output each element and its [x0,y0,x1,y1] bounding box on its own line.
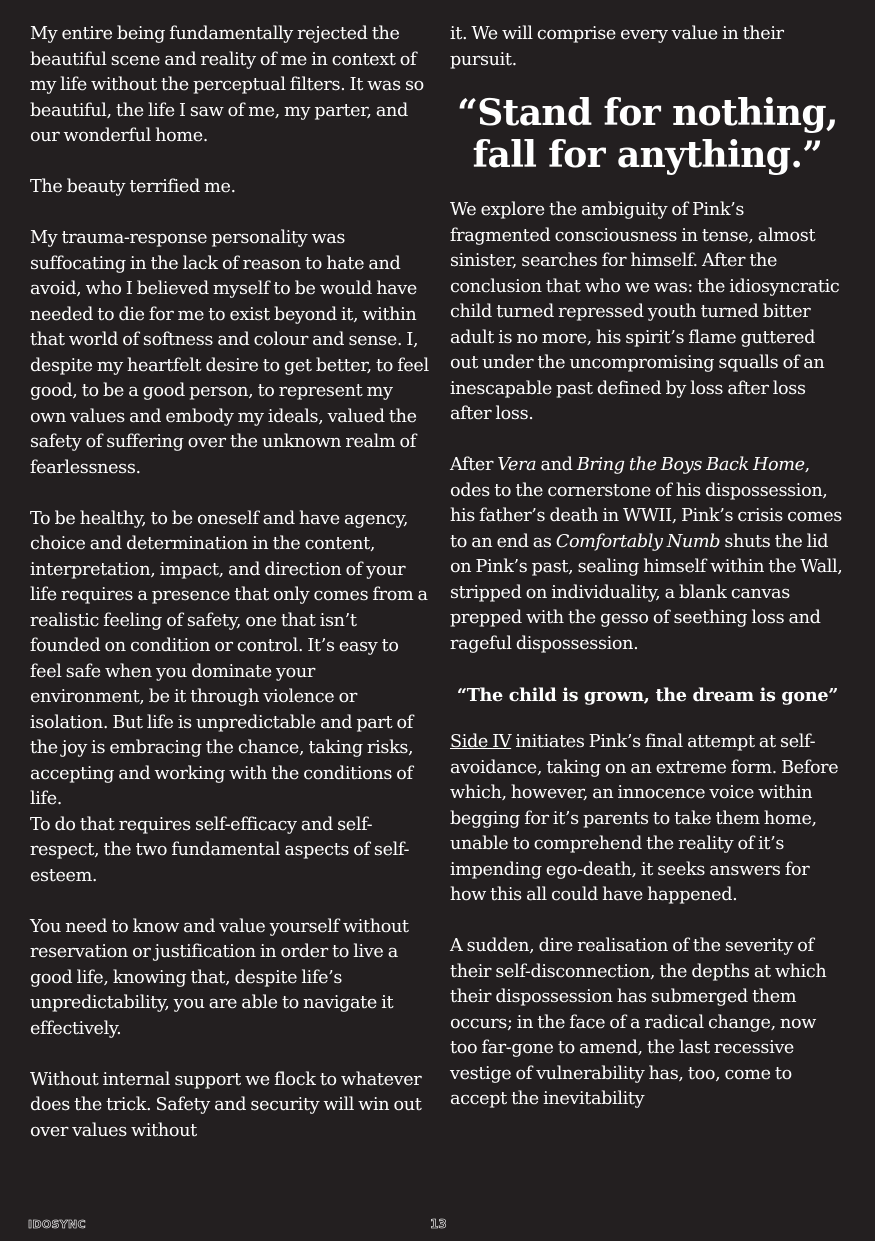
text-run: initiates Pink’s final attempt at self-avoidance, taking on an extreme form. Before which, however, an innocence voice within begging for it’s parents to take them home, unable to comprehend the reality of it’s impending ego-death, it seeks answers for how this all could have happened. [450,732,839,905]
body-paragraph: To be healthy, to be oneself and have agency, choice and determination in the content, interpretation, impact, and direction of your life requires a presence that only comes from a realistic feeling of safety, one that isn’t founded on condition or control. It’s easy to feel safe when you dominate your environment, be it through violence or isolation. But life is unpredictable and part of the joy is embracing the chance, taking risks, accepting and working with the conditions of life. [30,508,428,809]
text-run: After [450,455,498,475]
song-title-vera: Vera [497,455,537,475]
body-paragraph: My trauma-response personality was suffocating in the lack of reason to hate and avoid, who I believed myself to be would have needed to die for me to exist beyond it, within that world of softness and colour and sense. I, despite my heartfelt desire to get better, to feel good, to be a good person, to represent my own values and embody my ideals, valued the safety of suffering over the unknown realm of fearlessness. [30,228,429,478]
body-paragraph: We explore the ambiguity of Pink’s fragmented consciousness in tense, almost sinister, searches for himself. After the conclusion that who we was: the idiosyncratic child turned repressed youth turned bitter adult is no more, his spirit’s flame guttered out under the uncompromising squalls of an inescapable past defined by loss after loss after loss. [450,200,840,424]
body-paragraph: To do that requires self-efficacy and self-respect, the two fundamental aspects of self-esteem. [30,814,410,886]
text-run: and [536,455,577,475]
body-paragraph: A sudden, dire realisation of the severity of their self-disconnection, the depths at which their dispossession has submerged them occurs; in the face of a radical change, now too far-gone to amend, the last recessive vestige of vulnerability has, too, come to accept the inevitability [450,936,827,1109]
side-iv-link[interactable]: Side IV [450,732,512,752]
body-paragraph [450,453,845,657]
song-title-bring-the-boys-back-home: Bring the Boys Back Home [576,455,805,475]
body-paragraph: The beauty terrified me. [30,177,236,197]
text-run: , odes to the cornerstone of his dispossession, his father’s death in WWII, Pink’s crisis comes to an end as [450,455,842,552]
text-run: shuts the lid on Pink’s past, sealing himself within the Wall, stripped on individuality, a blank canvas prepped with the gesso of seething loss and rageful dispossession. [450,531,843,654]
footer-brand-logo: IDOSYNC [28,1218,86,1231]
body-paragraph: Without internal support we flock to whatever does the trick. Safety and security will win out over values without [30,1069,422,1141]
song-title-comfortably-numb: Comfortably Numb [555,531,721,552]
body-paragraph: My entire being fundamentally rejected the beautiful scene and reality of me in context of my life without the perceptual filters. It was so beautiful, the life I saw of me, my parter, and our wonderful home. [30,24,424,146]
left-column [30,22,430,1170]
body-paragraph: You need to know and value yourself without reservation or justification in order to live a good life, knowing that, despite life’s unpredictability, you are able to navigate it effectively. [30,916,409,1039]
right-column [450,22,845,1138]
body-paragraph: it. We will comprise every value in their pursuit. [450,24,784,70]
page-number: 13 [430,1217,447,1231]
body-paragraph [450,730,845,909]
sub-quote: “The child is grown, the dream is gone” [456,684,839,706]
pull-quote: “Stand for nothing, fall for anything.” [457,92,838,176]
